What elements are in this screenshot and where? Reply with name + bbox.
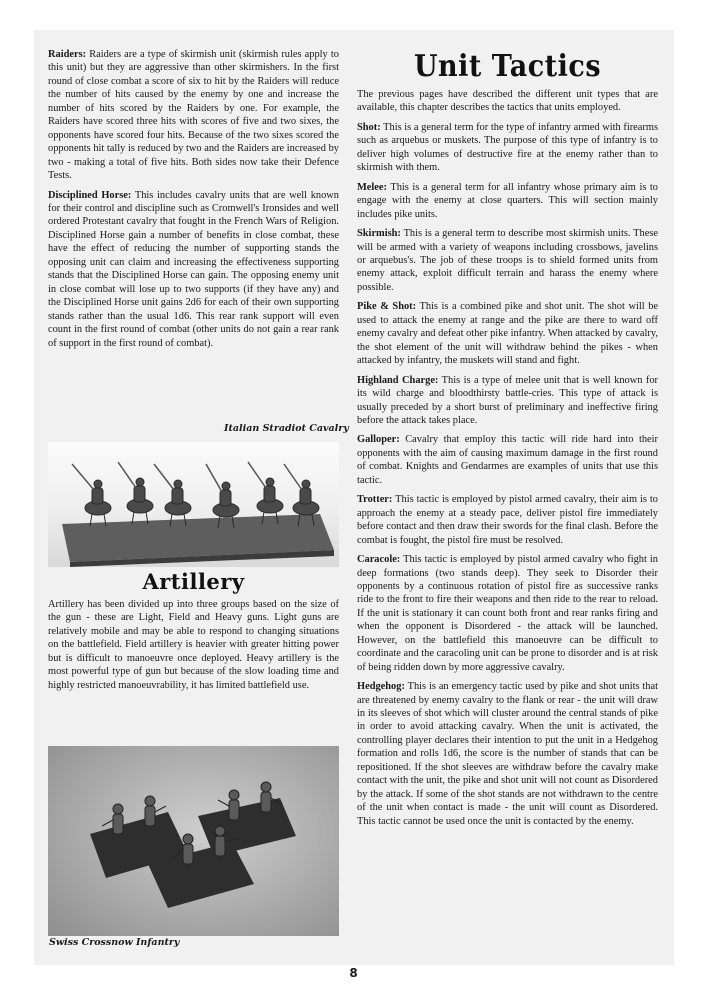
page xyxy=(34,30,674,965)
artillery-section xyxy=(48,570,339,698)
paragraph-galloper xyxy=(357,433,658,487)
paragraph-text: This is a general term for the type of infantry armed with firearms such as arquebus or muskets. The purpose of this type of infantry is to deliver high volumes of destructive fire at the enemy rather than to skirmish with them. xyxy=(357,121,658,174)
term: Hedgehog: xyxy=(357,681,405,693)
paragraph-raiders xyxy=(48,48,339,183)
paragraph-text: Raiders are a type of skirmish unit (skirmish rules apply to this unit) but they are aggressive than other skirmishers. In the first round of close combat a score of six to hit by the Raiders will reduce the number of hits caused by the enemy by one and increase the number of hits scored by the Raiders by one. For example, the Raiders have scored three hits with scores of five and two sixes, the opponents have scored four hits. Because of the two sixes scored the opponents hit tally is reduced by two and the Raiders are increased by two - making a total of five hits. Both sides now take their Defence Tests. xyxy=(48,49,339,182)
term: Pike & Shot: xyxy=(357,301,417,313)
paragraph-caracole xyxy=(357,553,658,674)
paragraph-artillery: Artillery has been divided up into three groups based on the size of the gun - these are Light, Field and Heavy guns. Light guns are relatively mobile and may be able to respond to changing situations on the battlefield. Field artillery is heavier with greater hitting power but is difficult to manoeuvre once deployed. Heavy artillery is the most powerful type of gun but because of the slow loading time and highly restricted manoeuvrability, it has limited battlefield use. xyxy=(48,599,339,691)
term: Caracole: xyxy=(357,554,401,566)
term: Trotter: xyxy=(357,494,393,506)
paragraph-hedgehog xyxy=(357,680,658,828)
page-number: 8 xyxy=(349,966,358,980)
paragraph-text: This is a combined pike and shot unit. The shot will be used to attack the enemy at range and the pike are there to ward off enemy cavalry and defeat other pike infantry. When attacked by cavalry, the shot element of the unit will withdraw behind the pikes - when attacked by infantry, the muskets will stand and fight. xyxy=(357,301,658,367)
unit-tactics-heading: Unit Tactics xyxy=(413,49,602,84)
paragraph-text: This is a general term to describe most skirmish units. These will be armed with a variety of weapons including crossbows, javelins or arquebus's. The job of these troops is to shield formed units from enemy attack, exploit difficult terrain and harass the enemy where possible. xyxy=(357,228,658,293)
paragraph-melee xyxy=(357,181,658,221)
paragraph-trotter xyxy=(357,493,658,547)
term: Shot: xyxy=(357,121,381,133)
infantry-miniatures-image xyxy=(48,746,339,936)
paragraph-intro: The previous pages have described the different unit types that are available, this chapter describes the tactics that units employed. xyxy=(357,89,658,114)
term: Highland Charge: xyxy=(357,374,439,386)
term: Galloper: xyxy=(357,434,400,446)
paragraph-skirmish xyxy=(357,227,658,294)
artillery-heading: Artillery xyxy=(142,569,245,594)
paragraph-highland-charge xyxy=(357,374,658,428)
paragraph-text: This tactic is employed by pistol armed cavalry, their aim is to approach the enemy at a steady pace, deliver pistol fire immediately before contact and then draw their swords for the final clash. Before the combat is fought, the pistol fire must be resolved. xyxy=(357,494,658,546)
left-column xyxy=(48,48,339,356)
term: Raiders: xyxy=(48,49,87,60)
cavalry-miniatures-image xyxy=(48,442,339,567)
paragraph-disciplined-horse xyxy=(48,189,339,350)
paragraph-pike-and-shot xyxy=(357,300,658,367)
photo-caption-swiss: Swiss Crossnow Infantry xyxy=(49,937,180,948)
term: Skirmish: xyxy=(357,228,401,240)
paragraph-text: This includes cavalry units that are well known for their control and discipline such as Cromwell's Ironsides and well ordered Protestant cavalry that fought in the French Wars of Religion. Disciplined Horse gain a number of benefits in close combat, these have the effect of reducing the number of supporting stands the opposing unit can claim and increasing the effectiveness supporting stands that the Disciplined Horse can gain. The opposing enemy unit in close combat will lose up to two supports (if they have any) and the Disciplined Horse unit gains 2d6 for each of their own supporting stands rather than the usual 1d6. This rear rank support will even count in the first round of combat (other units do not gain a rear rank of support in the first round of combat). xyxy=(48,189,339,349)
swiss-crossbow-photo xyxy=(48,746,339,936)
paragraph-text: Cavalry that employ this tactic will ride hard into their opponents with the aim of causing maximum damage in the first round of combat. Knights and Gendarmes are examples of units that use this tactic. xyxy=(357,434,658,486)
photo-caption-stradiot: Italian Stradiot Cavalry xyxy=(224,423,349,434)
paragraph-text: This is a type of melee unit that is well known for its wild charge and bloodthirsty battle-cries. This type of attack is usually preceded by a short burst of preliminary and ineffective firing before the attack takes place. xyxy=(357,374,658,426)
paragraph-text: This tactic is employed by pistol armed cavalry who fight in deep formations (two stands deep). They seek to Disorder their opponents by a continuous rotation of pistol fire as successive ranks ride to the front to fire their weapons and then ride to the rear to reload. If the unit is stationary it can count both front and rear ranks firing and when the opponent is Disordered - the attack will be launched. However, on the battlefield this manoeuvre can be difficult to coordinate and the caracoling unit can be prone to disorder and is at risk of being ridden down by more aggressive cavalry. xyxy=(357,554,658,673)
paragraph-text: This is a general term for all infantry whose primary aim is to engage with the enemy at close quarters. This will section mainly includes pike units. xyxy=(357,181,658,220)
paragraph-text: This is an emergency tactic used by pike and shot units that are threatened by enemy cavalry to the flank or rear - the unit will draw in its sleeves of shot which will cluster around the central stands of pike in order to avoid attacking cavalry. When the unit is activated, the controlling player declares their intention to put the unit in a Hedgehog formation and rolls 1d6, the score is the number of stands that can be repositioned. If the shot sleeves are withdraw before the cavalry make contact with the unit, the pike and shot unit will not count as Disordered by the attack. If some of the shot stands are not withdrawn to the centre of the unit when contact is made - the unit will count as Disordered. This tactic cannot be used once the unit is contacted by the enemy. xyxy=(357,681,658,827)
stradiot-cavalry-photo xyxy=(48,442,339,567)
paragraph-shot xyxy=(357,121,658,175)
term: Melee: xyxy=(357,181,387,193)
term: Disciplined Horse: xyxy=(48,189,132,201)
right-column xyxy=(357,49,658,834)
